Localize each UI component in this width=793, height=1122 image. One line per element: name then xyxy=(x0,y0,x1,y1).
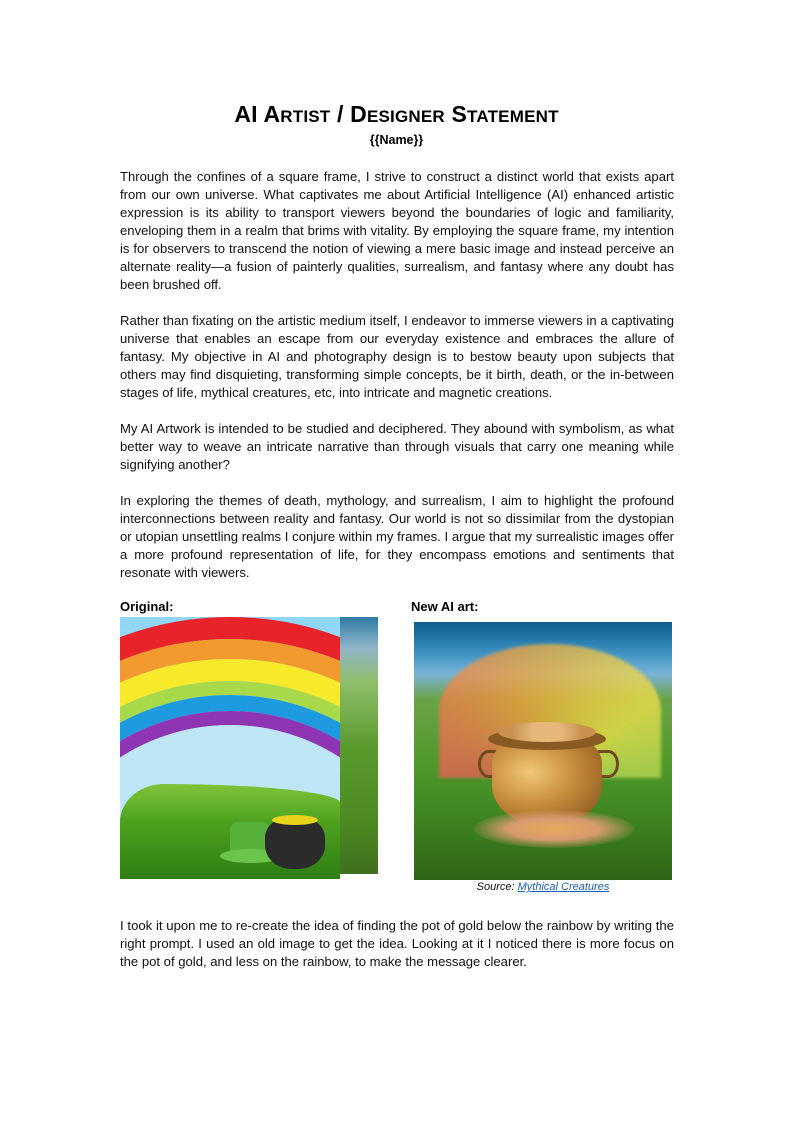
title-part: S xyxy=(444,101,468,127)
closing-paragraph: I took it upon me to re-create the idea of finding the pot of gold below the rainbow by writing the right prompt. I used an old image to get the idea. Looking at it I noticed there is more focus on the pot of gold, and less on the rainbow, to make the message clearer. xyxy=(120,918,674,969)
title-part: RTIST xyxy=(280,107,331,126)
paragraph-4: In exploring the themes of death, mythology, and surrealism, I aim to highlight the profound interconnections between reality and fantasy. Our world is not so dissimilar from the dystopian or utopian unsettling realms I conjure within my frames. I argue that my surrealistic images offer a more profound representation of life, for they encompass emotions and sentiments that resonate with viewers. xyxy=(120,493,674,580)
title-part: D xyxy=(350,101,367,127)
coins-in-pot xyxy=(498,722,596,742)
title-part: ESIGNER xyxy=(366,107,445,126)
paragraph-2: Rather than fixating on the artistic medium itself, I endeavor to immerse viewers in a captivating universe that enables an escape from our everyday existence and embraces the allure of fantasy. My objective in AI and photography design is to bestow beauty upon subjects that others may find disquieting, transforming simple concepts, be it birth, death, or the in-between stages of life, mythical creatures, etc, into intricate and magnetic creations. xyxy=(120,313,674,400)
paragraph-1: Through the confines of a square frame, I strive to construct a distinct world that exists apart from our own universe. What captivates me about Artificial Intelligence (AI) enhanced artistic expression is its ability to transport viewers beyond the boundaries of logic and familiarity, enveloping them in a realm that brims with vitality. By employing the square frame, my intention is for observers to transcend the notion of viewing a mere basic image and instead perceive an alternate reality—a fusion of painterly qualities, surrealism, and fantasy where any doubt has been brushed off. xyxy=(120,169,674,292)
page-title xyxy=(0,101,793,128)
title-part: A xyxy=(263,101,281,127)
source-link[interactable]: Mythical Creatures xyxy=(517,881,610,893)
original-label: Original: xyxy=(120,599,174,614)
title-part: / xyxy=(330,101,351,127)
title-part: TATEMENT xyxy=(467,107,559,126)
title-part: AI xyxy=(234,101,264,127)
original-image xyxy=(120,617,378,879)
scattered-coins xyxy=(474,810,634,848)
gold-coins xyxy=(272,815,318,825)
caption-prefix: Source: xyxy=(476,881,518,893)
new-ai-art-label: New AI art: xyxy=(411,599,479,614)
image-caption xyxy=(414,881,672,893)
name-placeholder: {{Name}} xyxy=(369,133,424,147)
paragraph-3: My AI Artwork is intended to be studied and deciphered. They abound with symbolism, as what better way to weave an intricate narrative than through visuals that carry one meaning while signifying another? xyxy=(120,421,674,472)
grass-photo-strip xyxy=(340,617,378,874)
rainbow-scene xyxy=(120,617,340,879)
ai-art-image xyxy=(414,622,672,880)
